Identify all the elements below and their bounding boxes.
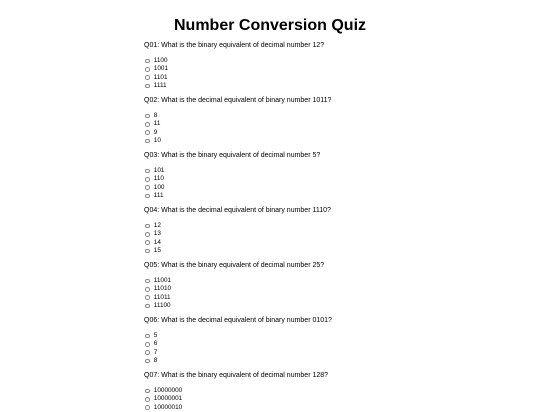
- answer-option-label: 11: [153, 120, 161, 128]
- radio-button[interactable]: [145, 249, 150, 254]
- answer-option[interactable]: [145, 222, 524, 230]
- question-06: [144, 316, 524, 371]
- radio-button[interactable]: [145, 334, 150, 339]
- answer-option[interactable]: [145, 357, 524, 365]
- answer-option-label: 10: [153, 137, 161, 145]
- answer-options: [144, 112, 524, 145]
- question-text: Q06: What is the decimal equivalent of binary number 0101?: [144, 316, 332, 324]
- radio-button[interactable]: [145, 224, 150, 229]
- answer-option-label: 7: [153, 348, 158, 356]
- answer-options: [144, 387, 524, 412]
- question-text: Q01: What is the binary equivalent of decimal number 12?: [144, 42, 325, 49]
- answer-option[interactable]: [145, 294, 524, 302]
- answer-option[interactable]: [145, 192, 524, 200]
- answer-option-label: 8: [153, 112, 158, 120]
- answer-option[interactable]: [145, 65, 524, 73]
- answer-option-label: 6: [153, 340, 158, 348]
- answer-options: [144, 277, 524, 310]
- answer-option[interactable]: [145, 340, 524, 348]
- question-05: [144, 261, 524, 316]
- answer-option-label: 1111: [153, 82, 167, 90]
- question-07: [144, 371, 524, 412]
- answer-option[interactable]: [145, 112, 524, 120]
- answer-option[interactable]: [145, 167, 524, 175]
- radio-button[interactable]: [145, 114, 150, 119]
- answer-option-label: 5: [153, 332, 158, 340]
- answer-option-label: 101: [153, 167, 165, 175]
- answer-option-label: 15: [153, 246, 161, 254]
- answer-option-label: 11100: [153, 301, 171, 309]
- answer-option-label: 100: [153, 183, 165, 191]
- answer-options: [144, 167, 524, 200]
- answer-option[interactable]: [145, 184, 524, 192]
- answer-option-label: 1100: [153, 57, 168, 65]
- answer-option-label: 12: [153, 222, 161, 230]
- answer-option-label: 1001: [153, 65, 168, 73]
- answer-option[interactable]: [145, 247, 524, 255]
- answer-option[interactable]: [145, 137, 524, 145]
- radio-button[interactable]: [145, 67, 150, 72]
- answer-option[interactable]: [145, 387, 524, 395]
- radio-button[interactable]: [145, 342, 150, 347]
- answer-option[interactable]: [145, 74, 524, 82]
- radio-button[interactable]: [145, 177, 150, 182]
- answer-option-label: 13: [153, 230, 161, 238]
- answer-option[interactable]: [145, 230, 524, 238]
- radio-button[interactable]: [145, 304, 150, 309]
- answer-option[interactable]: [145, 120, 524, 128]
- question-01: [144, 41, 524, 96]
- radio-button[interactable]: [145, 194, 150, 199]
- radio-button[interactable]: [145, 405, 150, 410]
- answer-option[interactable]: [145, 277, 524, 285]
- radio-button[interactable]: [145, 397, 150, 402]
- answer-option-label: 9: [153, 128, 158, 136]
- answer-option[interactable]: [145, 82, 524, 90]
- radio-button[interactable]: [145, 130, 150, 135]
- answer-option-label: 8: [153, 356, 158, 364]
- radio-button[interactable]: [145, 84, 150, 89]
- answer-options: [144, 222, 524, 255]
- answer-option[interactable]: [145, 349, 524, 357]
- radio-button[interactable]: [145, 287, 150, 292]
- answer-option[interactable]: [145, 57, 524, 65]
- radio-button[interactable]: [145, 389, 150, 394]
- radio-button[interactable]: [145, 185, 150, 190]
- radio-button[interactable]: [145, 240, 150, 245]
- quiz-form: [144, 41, 524, 412]
- question-text: Q07: What is the binary equivalent of decimal number 128?: [144, 371, 329, 379]
- question-03: [144, 151, 524, 206]
- answer-options: [144, 57, 524, 90]
- radio-button[interactable]: [145, 350, 150, 355]
- answer-option[interactable]: [145, 239, 524, 247]
- question-text: Q04: What is the decimal equivalent of binary number 1110?: [144, 206, 331, 214]
- question-text: Q02: What is the decimal equivalent of binary number 1011?: [144, 96, 332, 104]
- answer-option-label: 110: [153, 175, 164, 183]
- radio-button[interactable]: [145, 232, 150, 237]
- page-title: Number Conversion Quiz: [173, 17, 367, 34]
- answer-option-label: 10000010: [153, 403, 183, 411]
- question-02: [144, 96, 524, 151]
- question-04: [144, 206, 524, 261]
- answer-option-label: 11010: [153, 285, 172, 293]
- answer-option-label: 11001: [153, 277, 172, 285]
- answer-option-label: 1101: [153, 73, 168, 81]
- radio-button[interactable]: [145, 122, 150, 127]
- answer-option-label: 111: [153, 192, 164, 199]
- radio-button[interactable]: [145, 169, 150, 174]
- answer-option[interactable]: [145, 302, 524, 310]
- radio-button[interactable]: [145, 279, 150, 284]
- answer-option-label: 10000001: [153, 395, 183, 403]
- answer-option[interactable]: [145, 285, 524, 293]
- answer-option-label: 10000000: [153, 387, 183, 395]
- answer-option[interactable]: [145, 395, 524, 403]
- radio-button[interactable]: [145, 139, 150, 144]
- radio-button[interactable]: [145, 295, 150, 300]
- answer-options: [144, 332, 524, 365]
- answer-option-label: 14: [153, 238, 161, 246]
- answer-option[interactable]: [145, 129, 524, 137]
- radio-button[interactable]: [145, 59, 150, 64]
- answer-option[interactable]: [145, 175, 524, 183]
- answer-option[interactable]: [145, 332, 524, 340]
- radio-button[interactable]: [145, 75, 150, 80]
- answer-option-label: 11011: [153, 293, 171, 301]
- question-text: Q03: What is the binary equivalent of decimal number 5?: [144, 151, 321, 159]
- question-text: Q05: What is the binary equivalent of decimal number 25?: [144, 261, 325, 269]
- radio-button[interactable]: [145, 359, 150, 364]
